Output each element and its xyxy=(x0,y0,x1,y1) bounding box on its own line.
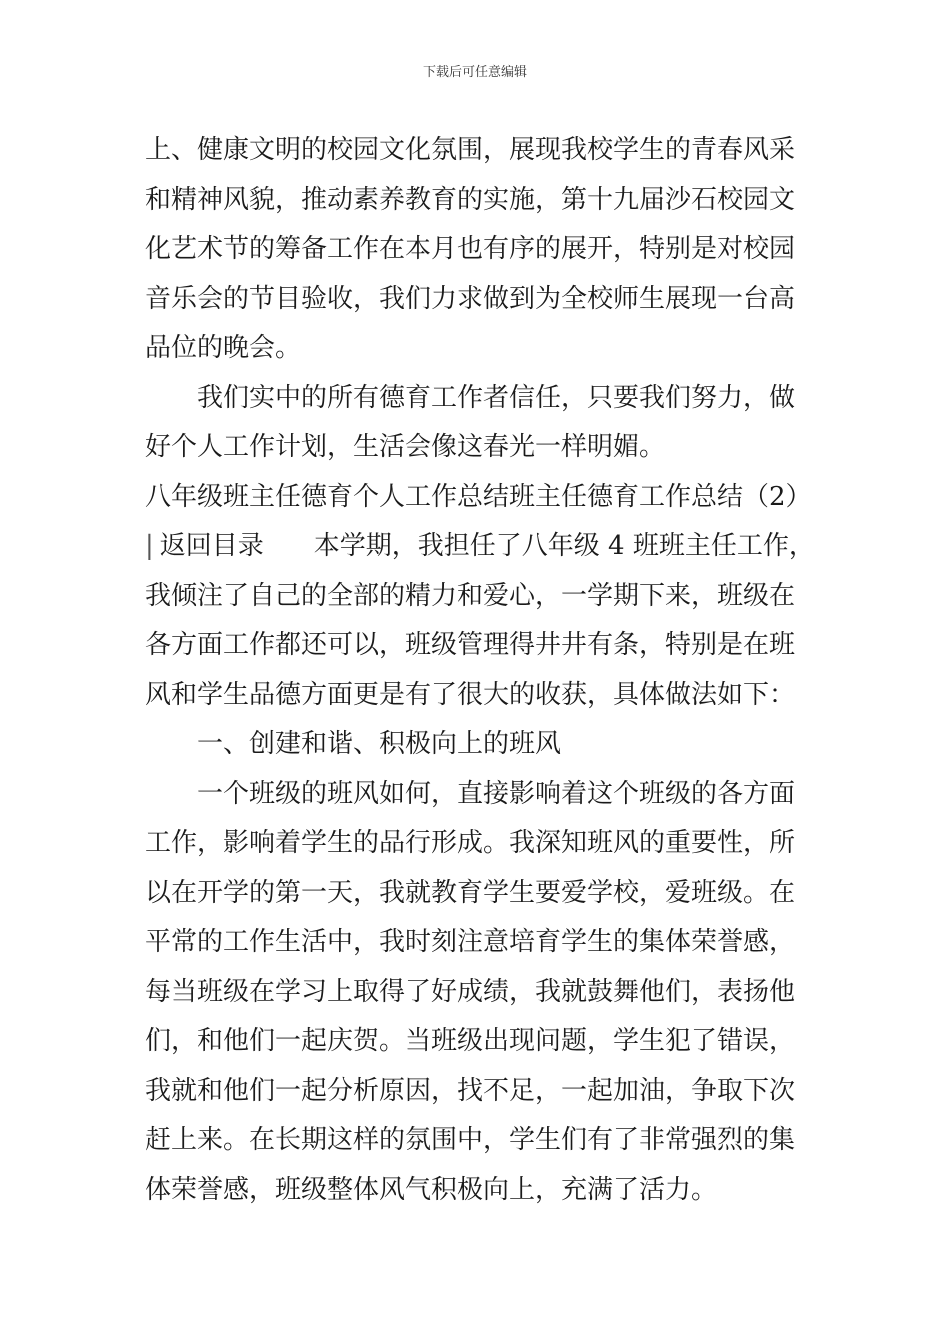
paragraph-line: 各方面工作都还可以，班级管理得井井有条，特别是在班 xyxy=(145,630,796,660)
paragraph-line: 品位的晚会。 xyxy=(145,333,302,363)
back-to-contents-link[interactable]: 返回目录 xyxy=(159,531,264,561)
paragraph-line: 赶上来。在长期这样的氛围中，学生们有了非常强烈的集 xyxy=(145,1125,796,1155)
paragraph-line: 风和学生品德方面更是有了很大的收获，具体做法如下： xyxy=(145,679,796,710)
paragraph-line: 我就和他们一起分析原因，找不足，一起加油，争取下次 xyxy=(145,1075,796,1106)
paragraph-line: 们，和他们一起庆贺。当班级出现问题，学生犯了错误， xyxy=(145,1026,796,1056)
paragraph-line: 一个班级的班风如何，直接影响着这个班级的各方面 xyxy=(197,778,796,809)
paragraph-line: 和精神风貌，推动素养教育的实施，第十九届沙石校园文 xyxy=(145,184,796,215)
paragraph-line: 工作，影响着学生的品行形成。我深知班风的重要性，所 xyxy=(145,828,796,858)
toc-separator: | xyxy=(145,531,154,561)
paragraph-line: 我们实中的所有德育工作者信任，只要我们努力，做 xyxy=(197,382,796,413)
toc-row xyxy=(145,522,815,572)
paragraph-line: 体荣誉感，班级整体风气积极向上，充满了活力。 xyxy=(145,1174,718,1205)
paragraph-line: 音乐会的节目验收，我们力求做到为全校师生展现一台高 xyxy=(145,283,796,314)
document-body xyxy=(145,126,815,1215)
section-title: 八年级班主任德育个人工作总结班主任德育工作总结（2） xyxy=(145,481,812,512)
paragraph-line: 我倾注了自己的全部的精力和爱心，一学期下来，班级在 xyxy=(145,580,796,611)
paragraph-line: 以在开学的第一天，我就教育学生要爱学校，爱班级。在 xyxy=(145,877,796,908)
section-heading: 一、创建和谐、积极向上的班风 xyxy=(197,729,562,759)
page-header-note: 下载后可任意编辑 xyxy=(422,65,527,80)
paragraph-line: 上、健康文明的校园文化氛围，展现我校学生的青春风采 xyxy=(145,135,796,165)
paragraph-line: 平常的工作生活中，我时刻注意培育学生的集体荣誉感， xyxy=(145,927,796,957)
paragraph-line: 好个人工作计划，生活会像这春光一样明媚。 xyxy=(145,432,666,462)
paragraph-line: 每当班级在学习上取得了好成绩，我就鼓舞他们，表扬他 xyxy=(145,976,796,1007)
paragraph-line: 本学期，我担任了八年级 4 班班主任工作， xyxy=(313,531,815,561)
paragraph-line: 化艺术节的筹备工作在本月也有序的展开，特别是对校园 xyxy=(145,234,796,264)
